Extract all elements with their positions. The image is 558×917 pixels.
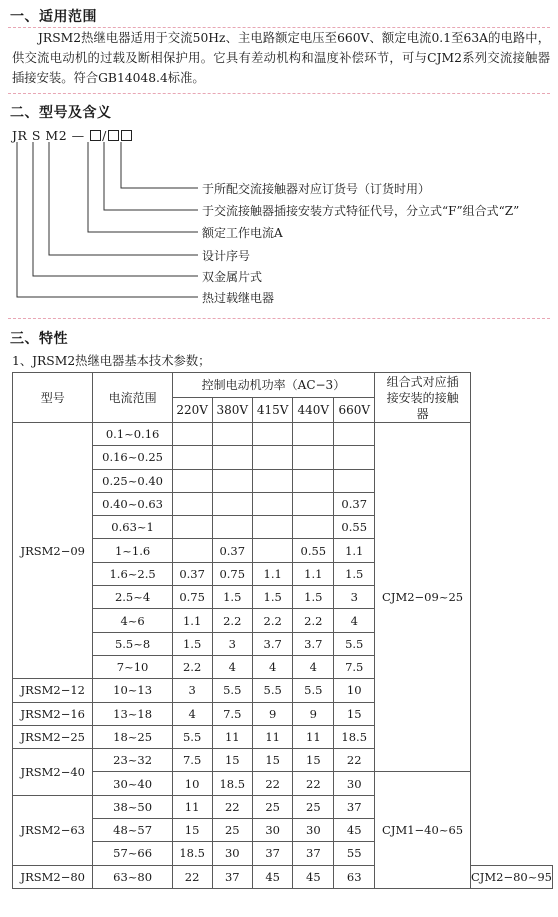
power-cell: 30 xyxy=(293,819,334,842)
power-cell: 45 xyxy=(252,865,292,888)
table-row xyxy=(13,446,553,469)
power-cell: 1.5 xyxy=(293,586,334,609)
model-cell: JRSM2−09 xyxy=(13,423,93,679)
section-1-title: 一、适用范围 xyxy=(10,9,97,25)
section-2-title: 二、型号及含义 xyxy=(10,105,112,121)
power-cell: 1.1 xyxy=(334,539,375,562)
power-cell: 30 xyxy=(334,772,375,795)
power-cell: 1.5 xyxy=(334,562,375,585)
power-cell: 0.55 xyxy=(293,539,334,562)
power-cell xyxy=(252,446,292,469)
power-cell: 37 xyxy=(293,842,334,865)
power-cell xyxy=(172,423,212,446)
header-voltage: 220V xyxy=(172,398,212,423)
current-range-cell: 38~50 xyxy=(93,795,172,818)
model-code-connector-lines xyxy=(0,0,558,320)
power-cell: 5.5 xyxy=(334,632,375,655)
power-cell: 0.75 xyxy=(212,562,252,585)
section-divider xyxy=(8,318,550,319)
current-range-cell: 23~32 xyxy=(93,749,172,772)
table-row xyxy=(13,725,553,748)
power-cell: 18.5 xyxy=(334,725,375,748)
power-cell: 11 xyxy=(172,795,212,818)
current-range-cell: 7~10 xyxy=(93,655,172,678)
power-cell xyxy=(293,469,334,492)
power-cell: 1.5 xyxy=(252,586,292,609)
table-row xyxy=(13,492,553,515)
power-cell: 4 xyxy=(212,655,252,678)
current-range-cell: 0.1~0.16 xyxy=(93,423,172,446)
power-cell: 10 xyxy=(172,772,212,795)
power-cell: 2.2 xyxy=(293,609,334,632)
power-cell: 2.2 xyxy=(212,609,252,632)
model-cell: JRSM2−12 xyxy=(13,679,93,702)
table-row xyxy=(13,469,553,492)
current-range-cell: 63~80 xyxy=(93,865,172,888)
power-cell: 9 xyxy=(252,702,292,725)
table-row xyxy=(13,795,553,818)
section-1-paragraph: JRSM2热继电器适用于交流50Hz、主电路额定电压至660V、额定电流0.1至63A的电路中，供交流电动机的过载及断相保护用。它具有差动机构和温度补偿环节，可与CJM2系列交流接触器插接安装。符合GB14048.4标准。 xyxy=(12,31,550,85)
explanation-mounting-code: 于交流接触器插接安装方式特征代号，分立式“F”组合式“Z” xyxy=(202,204,520,218)
power-cell: 55 xyxy=(334,842,375,865)
power-cell xyxy=(252,423,292,446)
power-cell: 22 xyxy=(252,772,292,795)
power-cell: 0.37 xyxy=(172,562,212,585)
current-range-cell: 10~13 xyxy=(93,679,172,702)
power-cell xyxy=(172,516,212,539)
power-cell: 1.5 xyxy=(212,586,252,609)
power-cell: 5.5 xyxy=(252,679,292,702)
power-cell: 1.5 xyxy=(172,632,212,655)
power-cell: 5.5 xyxy=(293,679,334,702)
power-cell xyxy=(334,446,375,469)
power-cell: 63 xyxy=(334,865,375,888)
table-row xyxy=(13,655,553,678)
contactor-cell: CJM2−09~25 xyxy=(375,423,471,772)
header-voltage: 380V xyxy=(212,398,252,423)
power-cell: 15 xyxy=(252,749,292,772)
power-cell: 0.75 xyxy=(172,586,212,609)
power-cell: 0.55 xyxy=(334,516,375,539)
power-cell: 15 xyxy=(212,749,252,772)
explanation-order-number: 于所配交流接触器对应订货号（订货时用） xyxy=(202,182,431,196)
power-cell xyxy=(293,492,334,515)
power-cell: 15 xyxy=(172,819,212,842)
power-cell: 11 xyxy=(252,725,292,748)
power-cell: 3 xyxy=(334,586,375,609)
power-cell: 5.5 xyxy=(172,725,212,748)
power-cell: 30 xyxy=(252,819,292,842)
power-cell: 9 xyxy=(293,702,334,725)
power-cell: 4 xyxy=(334,609,375,632)
power-cell: 45 xyxy=(293,865,334,888)
power-cell: 3.7 xyxy=(252,632,292,655)
header-voltage: 415V xyxy=(252,398,292,423)
power-cell xyxy=(172,539,212,562)
current-range-cell: 2.5~4 xyxy=(93,586,172,609)
header-model: 型号 xyxy=(13,373,93,423)
table-row xyxy=(13,819,553,842)
power-cell: 37 xyxy=(252,842,292,865)
power-cell: 3.7 xyxy=(293,632,334,655)
power-cell xyxy=(212,469,252,492)
current-range-cell: 0.63~1 xyxy=(93,516,172,539)
section-3-title: 三、特性 xyxy=(10,331,68,347)
table-row xyxy=(13,562,553,585)
power-cell: 4 xyxy=(293,655,334,678)
current-range-cell: 30~40 xyxy=(93,772,172,795)
power-cell: 0.37 xyxy=(212,539,252,562)
power-cell: 4 xyxy=(252,655,292,678)
explanation-relay-type: 热过载继电器 xyxy=(202,291,275,305)
table-row xyxy=(13,865,553,888)
current-range-cell: 1.6~2.5 xyxy=(93,562,172,585)
power-cell: 7.5 xyxy=(212,702,252,725)
current-range-cell: 0.40~0.63 xyxy=(93,492,172,515)
table-row xyxy=(13,516,553,539)
power-cell xyxy=(293,516,334,539)
power-cell: 22 xyxy=(172,865,212,888)
power-cell: 45 xyxy=(334,819,375,842)
table-row xyxy=(13,842,553,865)
power-cell: 3 xyxy=(172,679,212,702)
power-cell: 5.5 xyxy=(212,679,252,702)
power-cell: 18.5 xyxy=(172,842,212,865)
power-cell: 7.5 xyxy=(334,655,375,678)
header-voltage: 660V xyxy=(334,398,375,423)
table-row xyxy=(13,586,553,609)
power-cell: 37 xyxy=(334,795,375,818)
power-cell: 22 xyxy=(212,795,252,818)
header-contactor: 组合式对应插接安装的接触器 xyxy=(375,373,471,423)
model-cell: JRSM2−16 xyxy=(13,702,93,725)
power-cell xyxy=(212,516,252,539)
table-row xyxy=(13,632,553,655)
contactor-cell: CJM1−40~65 xyxy=(375,772,471,888)
power-cell: 7.5 xyxy=(172,749,212,772)
power-cell: 37 xyxy=(212,865,252,888)
current-range-cell: 18~25 xyxy=(93,725,172,748)
power-cell xyxy=(172,492,212,515)
table-row xyxy=(13,749,553,772)
power-cell xyxy=(334,469,375,492)
power-cell xyxy=(252,516,292,539)
spec-table xyxy=(12,372,553,889)
current-range-cell: 5.5~8 xyxy=(93,632,172,655)
power-cell: 25 xyxy=(252,795,292,818)
table-row xyxy=(13,609,553,632)
power-cell: 11 xyxy=(293,725,334,748)
power-cell xyxy=(252,539,292,562)
explanation-bimetal: 双金属片式 xyxy=(202,270,263,284)
power-cell: 0.37 xyxy=(334,492,375,515)
power-cell: 15 xyxy=(293,749,334,772)
explanation-design-number: 设计序号 xyxy=(202,249,251,263)
table-row xyxy=(13,679,553,702)
header-motor-power: 控制电动机功率（AC−3） xyxy=(172,373,375,398)
power-cell xyxy=(172,446,212,469)
power-cell: 25 xyxy=(293,795,334,818)
power-cell: 4 xyxy=(172,702,212,725)
power-cell: 30 xyxy=(212,842,252,865)
explanation-rated-current: 额定工作电流A xyxy=(202,226,283,240)
model-cell: JRSM2−25 xyxy=(13,725,93,748)
power-cell: 3 xyxy=(212,632,252,655)
table-row xyxy=(13,772,553,795)
power-cell xyxy=(293,446,334,469)
power-cell xyxy=(293,423,334,446)
model-cell: JRSM2−63 xyxy=(13,795,93,865)
current-range-cell: 1~1.6 xyxy=(93,539,172,562)
contactor-cell: CJM2−80~95 xyxy=(470,865,552,888)
model-code-slash: / xyxy=(102,128,107,143)
table-caption: 1、JRSM2热继电器基本技术参数； xyxy=(12,354,211,368)
model-cell: JRSM2−40 xyxy=(13,749,93,796)
power-cell: 22 xyxy=(293,772,334,795)
current-range-cell: 0.16~0.25 xyxy=(93,446,172,469)
current-range-cell: 57~66 xyxy=(93,842,172,865)
header-voltage: 440V xyxy=(293,398,334,423)
table-row xyxy=(13,702,553,725)
power-cell: 2.2 xyxy=(172,655,212,678)
power-cell: 10 xyxy=(334,679,375,702)
model-code-prefix: JR S M2 — xyxy=(12,128,90,143)
power-cell: 22 xyxy=(334,749,375,772)
power-cell xyxy=(212,446,252,469)
model-cell: JRSM2−80 xyxy=(13,865,93,888)
table-row xyxy=(13,423,553,446)
power-cell xyxy=(252,469,292,492)
table-row xyxy=(13,539,553,562)
current-range-cell: 48~57 xyxy=(93,819,172,842)
power-cell xyxy=(212,492,252,515)
power-cell xyxy=(334,423,375,446)
power-cell xyxy=(172,469,212,492)
current-range-cell: 0.25~0.40 xyxy=(93,469,172,492)
current-range-cell: 13~18 xyxy=(93,702,172,725)
power-cell xyxy=(212,423,252,446)
power-cell xyxy=(252,492,292,515)
power-cell: 15 xyxy=(334,702,375,725)
power-cell: 1.1 xyxy=(172,609,212,632)
power-cell: 1.1 xyxy=(293,562,334,585)
power-cell: 18.5 xyxy=(212,772,252,795)
power-cell: 1.1 xyxy=(252,562,292,585)
power-cell: 25 xyxy=(212,819,252,842)
power-cell: 11 xyxy=(212,725,252,748)
header-current-range: 电流范围 xyxy=(93,373,172,423)
power-cell: 2.2 xyxy=(252,609,292,632)
current-range-cell: 4~6 xyxy=(93,609,172,632)
